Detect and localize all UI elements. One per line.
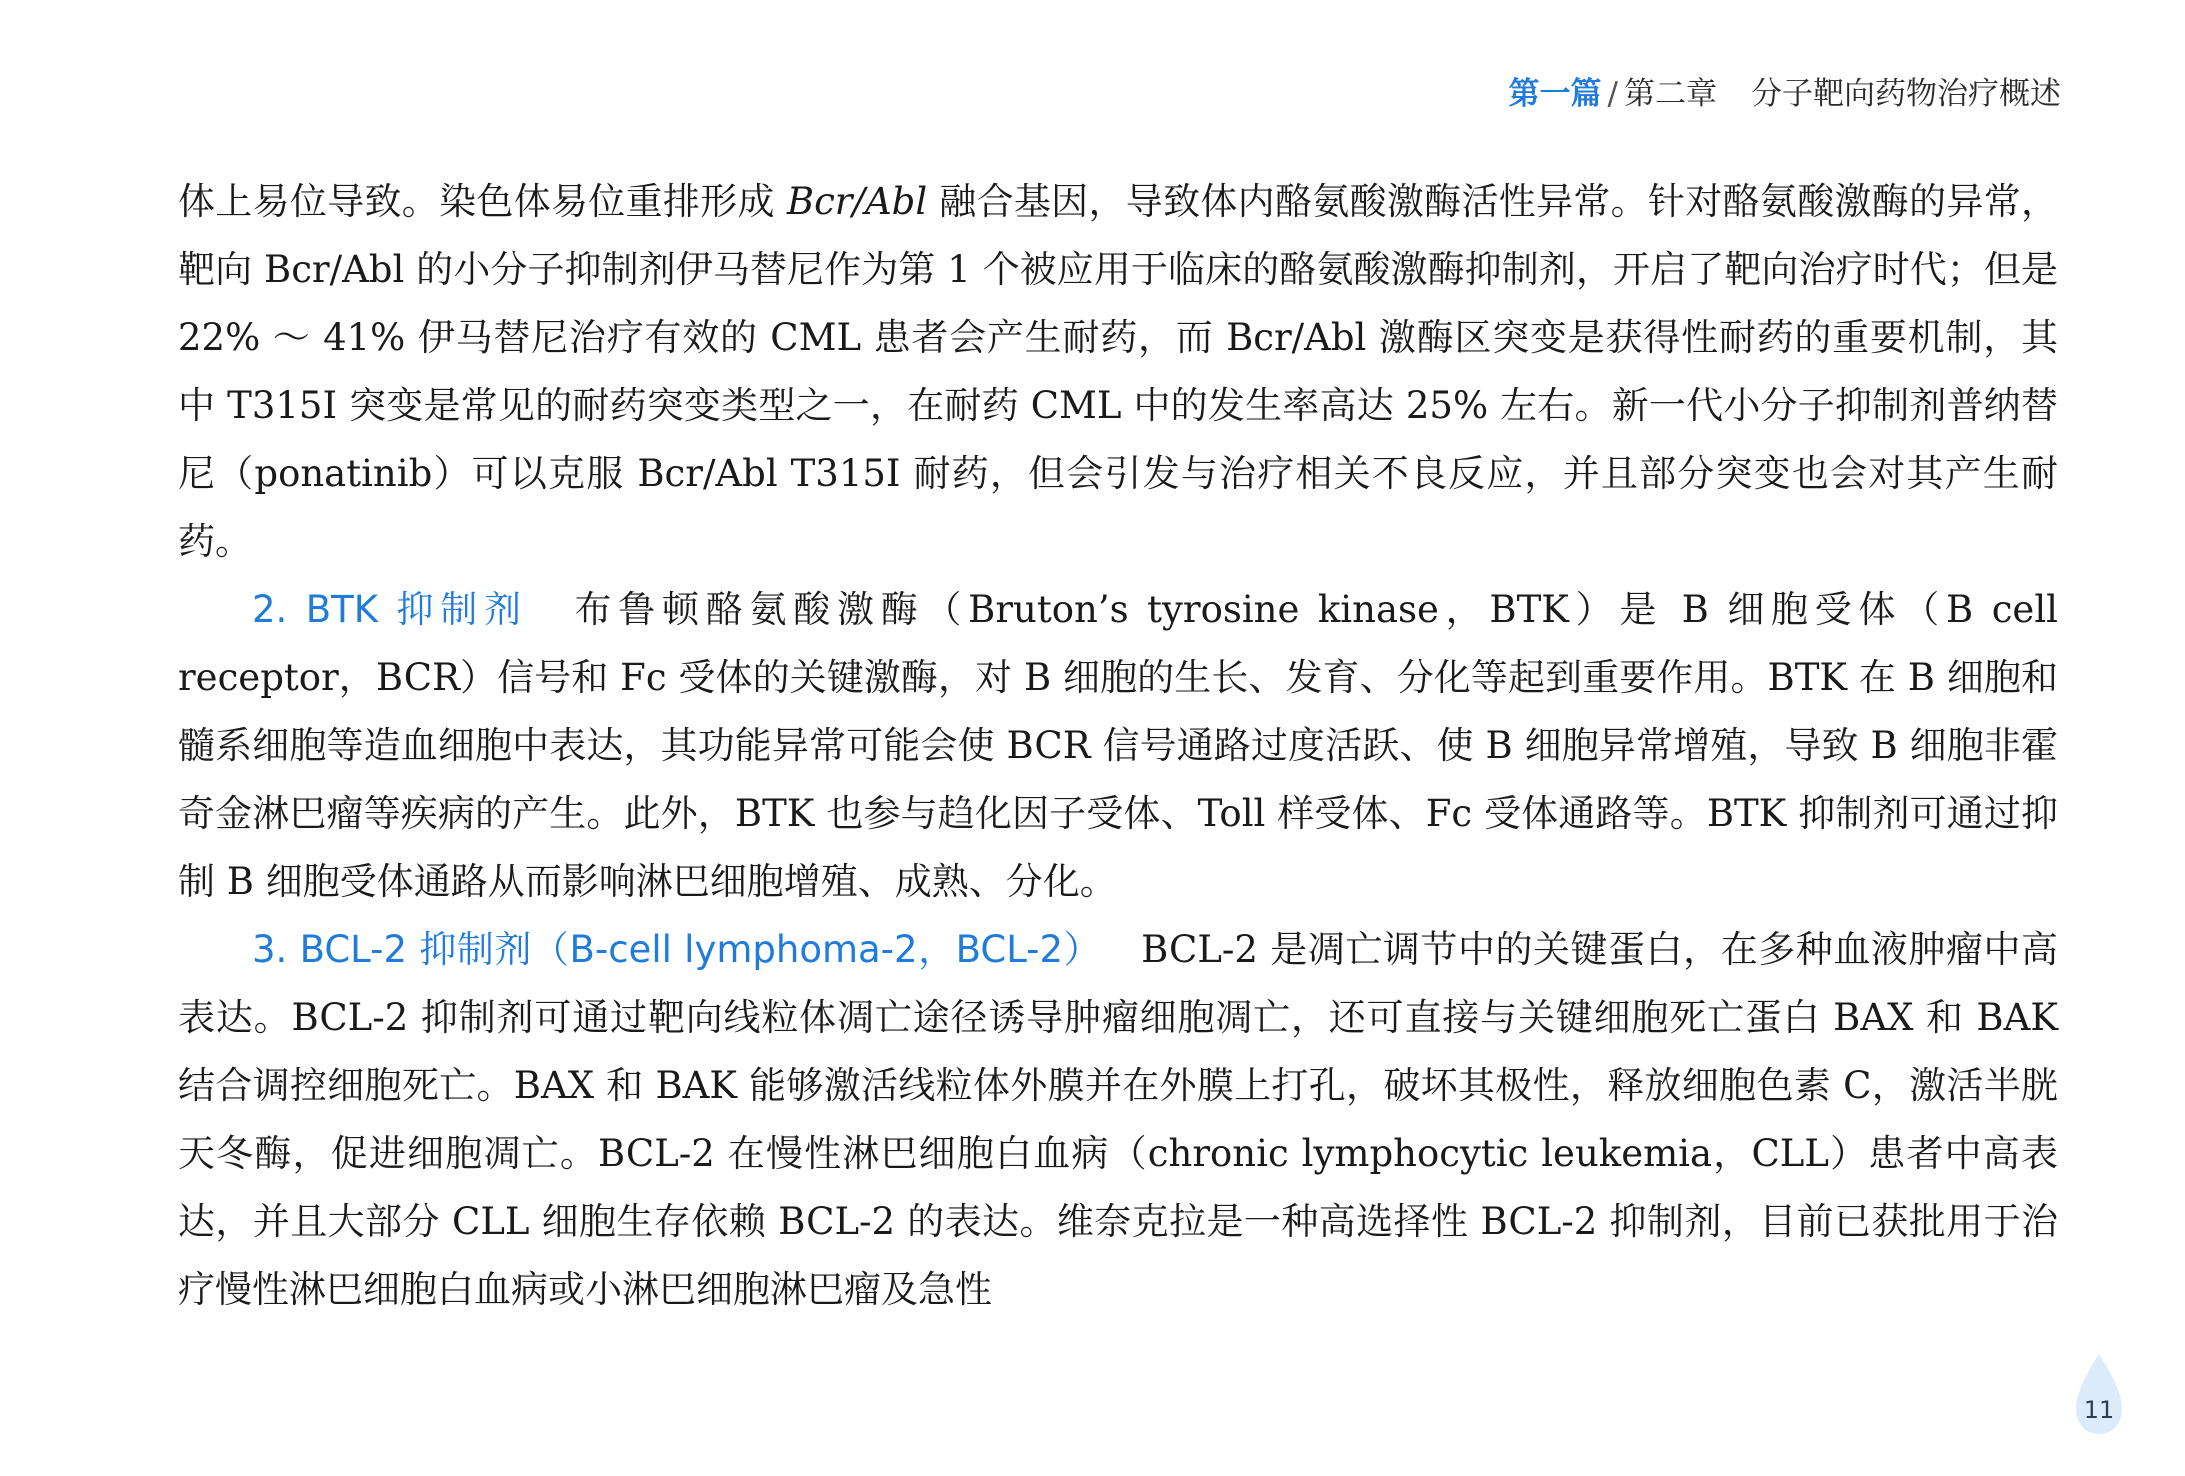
paragraph-btk-body: 布鲁顿酪氨酸激酶（Bruton’s tyrosine kinase，BTK）是 B 细胞受体（B cell receptor，BCR）信号和 Fc 受体的关键激酶，对 B 细胞的生长、发育、分化等起到重要作用。BTK 在 B 细胞和髓系细胞等造血细胞中表达，其功能异常可能会使 BCR 信号通路过度活跃、使 B 细胞异常增殖，导致 B 细胞非霍奇金淋巴瘤等疾病的产生。此外，BTK 也参与趋化因子受体、Toll 样受体、Fc 受体通路等。BTK 抑制剂可通过抑制 B 细胞受体通路从而影响淋巴细胞增殖、成熟、分化。 [178, 588, 2058, 903]
section-heading-btk: 2. BTK 抑制剂 [252, 588, 528, 631]
running-header [1509, 72, 2061, 116]
paragraph-btk [178, 576, 2058, 916]
body-text [178, 168, 2058, 1324]
page-number-badge [2072, 1352, 2126, 1436]
paragraph-bcl2-body: BCL-2 是凋亡调节中的关键蛋白，在多种血液肿瘤中高表达。BCL-2 抑制剂可通过靶向线粒体凋亡途径诱导肿瘤细胞凋亡，还可直接与关键细胞死亡蛋白 BAX 和 BAK 结合调控细胞死亡。BAX 和 BAK 能够激活线粒体外膜并在外膜上打孔，破坏其极性，释放细胞色素 C，激活半胱天冬酶，促进细胞凋亡。BCL-2 在慢性淋巴细胞白血病（chronic lymphocytic leukemia，CLL）患者中高表达，并且大部分 CLL 细胞生存依赖 BCL-2 的表达。维奈克拉是一种高选择性 BCL-2 抑制剂，目前已获批用于治疗慢性淋巴细胞白血病或小淋巴细胞淋巴瘤及急性 [178, 928, 2059, 1311]
paragraph-bcr-abl-start: 体上易位导致。染色体易位重排形成 [178, 180, 787, 223]
header-chapter-title: 分子靶向药物治疗概述 [1751, 76, 2061, 112]
paragraph-bcr-abl-rest: 融合基因，导致体内酪氨酸激酶活性异常。针对酪氨酸激酶的异常，靶向 Bcr/Abl 的小分子抑制剂伊马替尼作为第 1 个被应用于临床的酪氨酸激酶抑制剂，开启了靶向治疗时代；但是 22% ～ 41% 伊马替尼治疗有效的 CML 患者会产生耐药，而 Bcr/Abl 激酶区突变是获得性耐药的重要机制，其中 T315I 突变是常见的耐药突变类型之一，在耐药 CML 中的发生率高达 25% 左右。新一代小分子抑制剂普纳替尼（ponatinib）可以克服 Bcr/Abl T315I 耐药，但会引发与治疗相关不良反应，并且部分突变也会对其产生耐药。 [178, 180, 2058, 563]
paragraph-bcl2 [178, 916, 2058, 1324]
paragraph-bcr-abl [178, 168, 2058, 576]
bcr-abl-gene-italic: Bcr/Abl [786, 180, 928, 223]
header-separator: / [1607, 76, 1618, 112]
section-heading-bcl2: 3. BCL-2 抑制剂（B-cell lymphoma-2，BCL-2） [252, 928, 1102, 971]
header-chapter: 第二章 [1624, 76, 1717, 112]
header-part: 第一篇 [1508, 76, 1602, 112]
page-number: 11 [2083, 1396, 2115, 1424]
